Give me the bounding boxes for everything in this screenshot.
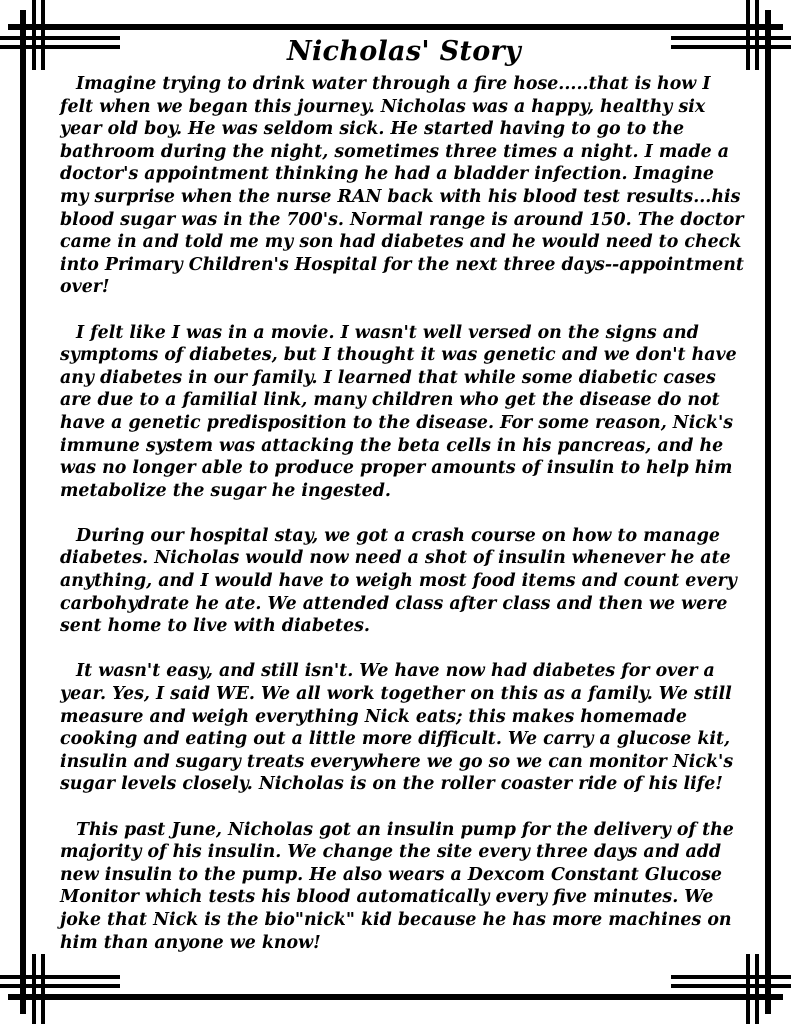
corner-br-h2 <box>671 984 791 988</box>
story-paragraph-5: This past June, Nicholas got an insulin pump for the delivery of the majority of his insulin. We change the site every three days and add new insulin to the pump. He also wears a Dexcom Constant Glucose Monitor which tests his blood automatically every five minutes. We joke that Nick is the bio"nick" kid because he has more machines on him than anyone we know! <box>60 819 734 953</box>
corner-bl-h2 <box>0 984 120 988</box>
frame-line-right <box>765 10 771 1014</box>
story-paragraph-4: It wasn't easy, and still isn't. We have now had diabetes for over a year. Yes, I said WE. We all work together on this as a family. We still measure and weigh everything Nick eats; this makes homemade cooking and eating out a little more difficult. We carry a glucose kit, insulin and sugary treats everywhere we go so we can monitor Nick's sugar levels closely. Nicholas is on the roller coaster ride of his life! <box>60 661 734 795</box>
frame-line-top <box>8 24 783 30</box>
story-content <box>60 36 748 977</box>
corner-tr-v2 <box>755 0 759 70</box>
corner-tl-v2 <box>41 0 45 70</box>
corner-bl-v1 <box>32 954 36 1024</box>
corner-tl-v1 <box>32 0 36 70</box>
page-title: Nicholas' Story <box>286 36 522 67</box>
frame-line-bottom <box>8 994 783 1000</box>
story-paragraph-3: During our hospital stay, we got a crash course on how to manage diabetes. Nicholas would now need a shot of insulin whenever he ate anything, and I would have to weigh most food items and count every carbohydrate he ate. We attended class after class and then we were sent home to live with diabetes. <box>60 525 737 637</box>
story-paragraph-2: I felt like I was in a movie. I wasn't well versed on the signs and symptoms of diabetes, but I thought it was genetic and we don't have any diabetes in our family. I learned that while some diabetic cases are due to a familial link, many children who get the disease do not have a genetic predisposition to the disease. For some reason, Nick's immune system was attacking the beta cells in his pancreas, and he was no longer able to produce proper amounts of insulin to help him metabolize the sugar he ingested. <box>60 322 737 501</box>
corner-bl-v2 <box>41 954 45 1024</box>
story-paragraph-1: Imagine trying to drink water through a fire hose.....that is how I felt when we began this journey. Nicholas was a happy, healthy six year old boy. He was seldom sick. He started having to go to the bathroom during the night, sometimes three times a night. I made a doctor's appointment thinking he had a bladder infection. Imagine my surprise when the nurse RAN back with his blood test results...his blood sugar was in the 700's. Normal range is around 150. The doctor came in and told me my son had diabetes and he would need to check into Primary Children's Hospital for the next three days--appointment over! <box>60 74 744 298</box>
corner-br-v2 <box>755 954 759 1024</box>
frame-line-left <box>20 10 26 1014</box>
